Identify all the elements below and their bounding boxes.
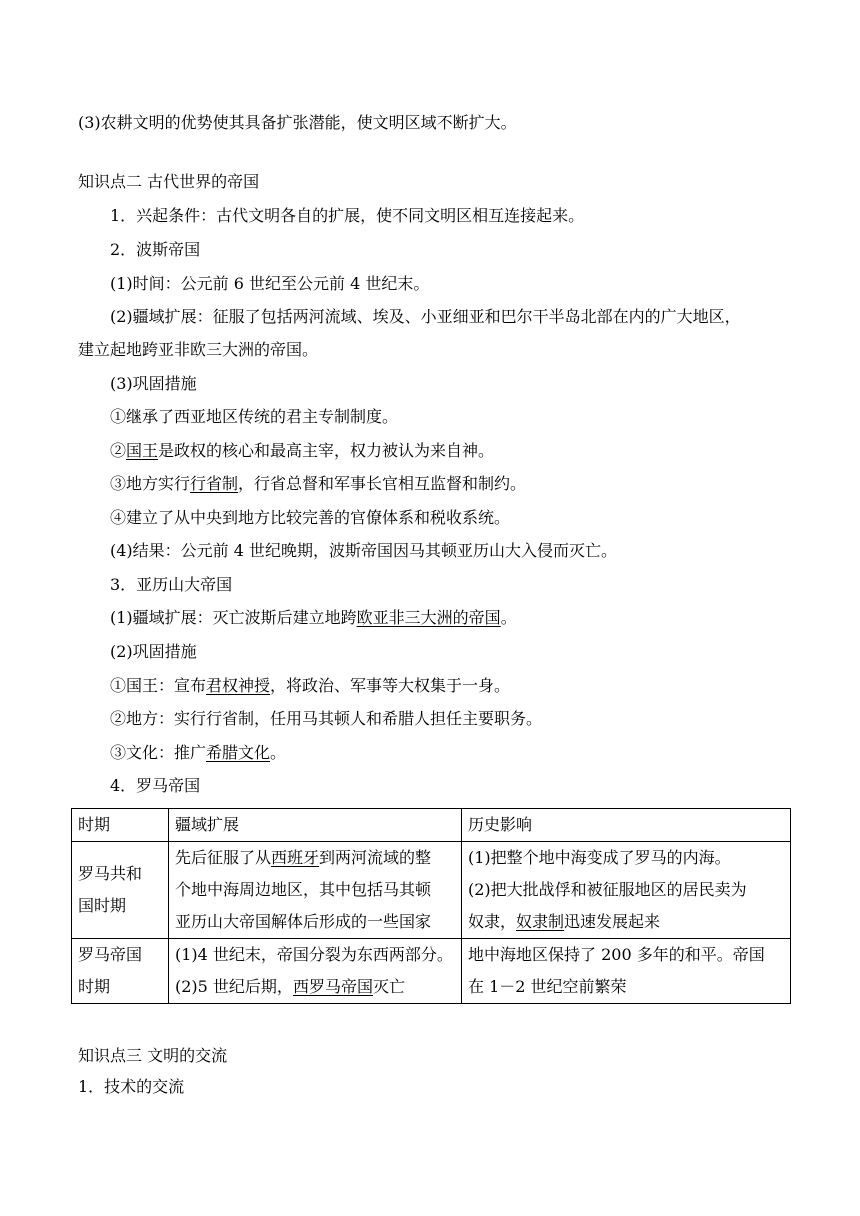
rome-table (71, 808, 791, 1004)
paragraph-line: (2)疆域扩展：征服了包括两河流域、埃及、小亚细亚和巴尔干半岛北部在内的广大地区， (110, 307, 741, 326)
table-cell-period: 罗马共和 国时期 (72, 842, 169, 939)
paragraph-line: ③文化：推广希腊文化。 (110, 743, 287, 762)
subheading: 2．波斯帝国 (110, 240, 201, 259)
paragraph-line: (1)疆域扩展：灭亡波斯后建立地跨欧亚非三大洲的帝国。 (110, 608, 517, 627)
table-cell-expansion: (1)4 世纪末，帝国分裂为东西两部分。 (2)5 世纪后期，西罗马帝国灭亡 (169, 939, 462, 1004)
paragraph-line: ③地方实行行省制，行省总督和军事长官相互监督和制约。 (110, 474, 527, 493)
table-cell-expansion: 先后征服了从西班牙到两河流域的整 个地中海周边地区，其中包括马其顿 亚历山大帝国解体后形成的一些国家 (169, 842, 462, 939)
table-row (72, 939, 791, 1004)
paragraph-line: ①国王：宣布君权神授，将政治、军事等大权集于一身。 (110, 676, 511, 695)
paragraph-line: 1．兴起条件：古代文明各自的扩展，使不同文明区相互连接起来。 (110, 206, 585, 225)
table-row (72, 842, 791, 939)
section-heading: 知识点二 古代世界的帝国 (78, 172, 260, 191)
table-cell-period: 罗马帝国 时期 (72, 939, 169, 1004)
underlined-term: 国王 (126, 441, 159, 460)
paragraph-line: (4)结果：公元前 4 世纪晚期，波斯帝国因马其顿亚历山大入侵而灭亡。 (110, 541, 618, 560)
paragraph-line: ②国王是政权的核心和最高主宰，权力被认为来自神。 (110, 441, 495, 460)
paragraph-line: ①继承了西亚地区传统的君主专制制度。 (110, 407, 399, 426)
paragraph-line: (2)巩固措施 (110, 642, 197, 661)
underlined-term: 奴隶制 (516, 912, 565, 931)
subheading: 3．亚历山大帝国 (110, 575, 233, 594)
paragraph-line: ④建立了从中央到地方比较完善的官僚体系和税收系统。 (110, 508, 511, 527)
paragraph-line: (3)农耕文明的优势使其具备扩张潜能，使文明区域不断扩大。 (78, 113, 517, 132)
table-header-row (72, 809, 791, 842)
table-header-cell: 疆域扩展 (169, 809, 462, 842)
underlined-term: 欧亚非三大洲的帝国 (356, 608, 501, 627)
table-cell-influence: (1)把整个地中海变成了罗马的内海。 (2)把大批战俘和被征服地区的居民卖为 奴隶，奴隶制迅速发展起来 (462, 842, 791, 939)
underlined-term: 君权神授 (206, 676, 271, 695)
section-heading: 知识点三 文明的交流 (78, 1046, 228, 1065)
underlined-term: 西罗马帝国 (292, 977, 373, 996)
table-cell-influence: 地中海地区保持了 200 多年的和平。帝国 在 1－2 世纪空前繁荣 (462, 939, 791, 1004)
underlined-term: 希腊文化 (206, 743, 271, 762)
paragraph-line: (1)时间：公元前 6 世纪至公元前 4 世纪末。 (110, 274, 430, 293)
subheading: 4．罗马帝国 (110, 776, 201, 795)
table-header-cell: 历史影响 (462, 809, 791, 842)
paragraph-line: ②地方：实行行省制，任用马其顿人和希腊人担任主要职务。 (110, 709, 543, 728)
paragraph-line: 建立起地跨亚非欧三大洲的帝国。 (78, 340, 319, 359)
underlined-term: 行省制 (190, 474, 239, 493)
underlined-term: 西班牙 (271, 848, 320, 867)
subheading: 1．技术的交流 (78, 1077, 185, 1096)
paragraph-line: (3)巩固措施 (110, 374, 197, 393)
table-header-cell: 时期 (72, 809, 169, 842)
